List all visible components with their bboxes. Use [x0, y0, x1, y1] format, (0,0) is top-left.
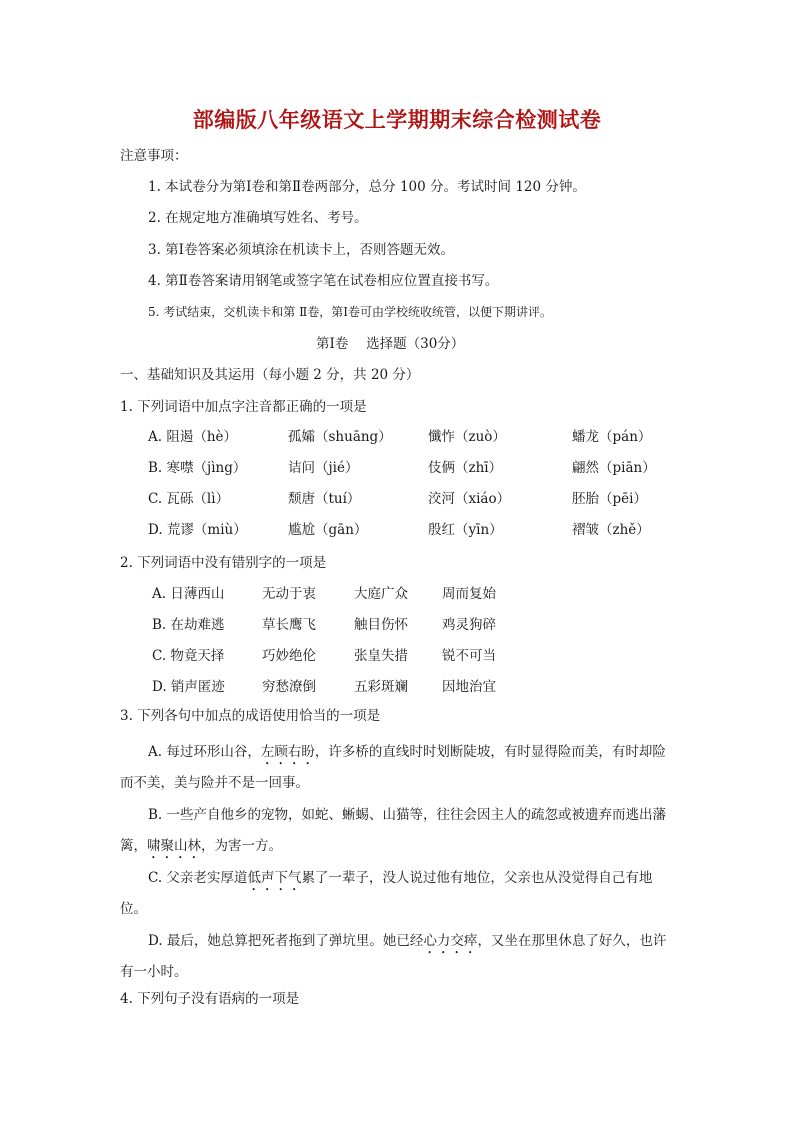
option-word: 蟠龙（pán） [572, 429, 652, 445]
option-word: 褶皱（zhě） [572, 522, 650, 538]
note-item: 1. 本试卷分为第Ⅰ卷和第Ⅱ卷两部分，总分 100 分。考试时间 120 分钟。 [148, 179, 586, 195]
part-heading: 一、基础知识及其运用（每小题 2 分，共 20 分） [120, 367, 420, 383]
dotted-idiom: 左顾右盼 [260, 744, 315, 760]
dotted-idiom: 心力交瘁 [423, 933, 478, 949]
option-word: 穷愁潦倒 [262, 679, 316, 695]
option-b-text: B. 一些产自他乡的宠物，如蛇、蜥蜴、山猫等，往往会因主人的疏忽或被遗弃而逃出藩篱，啸聚山林，为害一方。 [120, 807, 667, 854]
option-word: 草长鹰飞 [262, 617, 316, 633]
option-a-text: A. 每过环形山谷，左顾右盼，许多桥的直线时时划断陡坡，有时显得险而美，有时却险而不美，美与险并不是一回事。 [120, 744, 666, 791]
option-word: 孤孀（shuāng） [288, 429, 392, 445]
option-word: 巧妙绝伦 [262, 648, 316, 664]
option-word: D. 荒谬（miù） [148, 522, 247, 538]
option-word: 尴尬（gān） [288, 522, 368, 538]
dotted-idiom: 低声下气 [247, 870, 302, 886]
option-word: 鸡灵狗碎 [442, 617, 496, 633]
option-word: 诘问（jié） [288, 460, 359, 476]
option-word: 无动于衷 [262, 586, 316, 602]
option-word: B. 寒噤（jìng） [148, 460, 247, 476]
note-item: 3. 第Ⅰ卷答案必须填涂在机读卡上，否则答题无效。 [148, 242, 455, 258]
question-stem: 1. 下列词语中加点字注音都正确的一项是 [120, 399, 367, 415]
question-stem: 2. 下列词语中没有错别字的一项是 [120, 555, 327, 571]
note-item: 4. 第Ⅱ卷答案请用钢笔或签字笔在试卷相应位置直接书写。 [148, 273, 499, 289]
option-word: A. 阻遏（hè） [148, 429, 238, 445]
dotted-idiom: 啸聚山林 [147, 838, 201, 854]
option-word: C. 物竟天择 [152, 648, 225, 664]
option-word: 洨河（xiáo） [428, 491, 511, 507]
option-d-text: D. 最后，她总算把死者拖到了弹坑里。她已经心力交瘁，又坐在那里休息了好久，也许有一小时。 [120, 933, 667, 980]
option-word: 颓唐（tuí） [288, 491, 361, 507]
question-stem: 4. 下列句子没有语病的一项是 [120, 991, 300, 1007]
option-word: 伎俩（zhī） [428, 460, 503, 476]
note-item: 2. 在规定地方准确填写姓名、考号。 [148, 210, 368, 226]
page-title: 部编版八年级语文上学期期末综合检测试卷 [192, 108, 602, 132]
option-word: C. 瓦砾（lì） [148, 491, 230, 507]
notes-heading: 注意事项： [120, 148, 188, 164]
question-stem: 3. 下列各句中加点的成语使用恰当的一项是 [120, 708, 381, 724]
option-word: 周而复始 [442, 586, 496, 602]
option-word: D. 销声匿迹 [152, 679, 225, 695]
option-word: 因地治宜 [442, 679, 496, 695]
option-word: 锐不可当 [442, 648, 496, 664]
option-word: A. 日薄西山 [152, 586, 225, 602]
option-word: 懺怍（zuò） [428, 429, 506, 445]
option-word: 大庭广众 [354, 586, 408, 602]
option-word: 殷红（yīn） [428, 522, 503, 538]
option-word: B. 在劫难逃 [152, 617, 225, 633]
option-word: 胚胎（pēi） [572, 491, 647, 507]
option-word: 翩然（piān） [572, 460, 656, 476]
option-word: 五彩斑斓 [354, 679, 408, 695]
option-c-text: C. 父亲老实厚道低声下气累了一辈子，没人说过他有地位，父亲也从没觉得自己有地位。 [120, 870, 653, 917]
note-item: 5. 考试结束，交机读卡和第 Ⅱ卷，第Ⅰ卷可由学校统收统管，以便下期讲评。 [148, 305, 552, 319]
option-word: 触目伤怀 [354, 617, 408, 633]
section-title: 第Ⅰ卷 选择题（30分） [316, 336, 465, 352]
option-word: 张皇失措 [354, 648, 408, 664]
